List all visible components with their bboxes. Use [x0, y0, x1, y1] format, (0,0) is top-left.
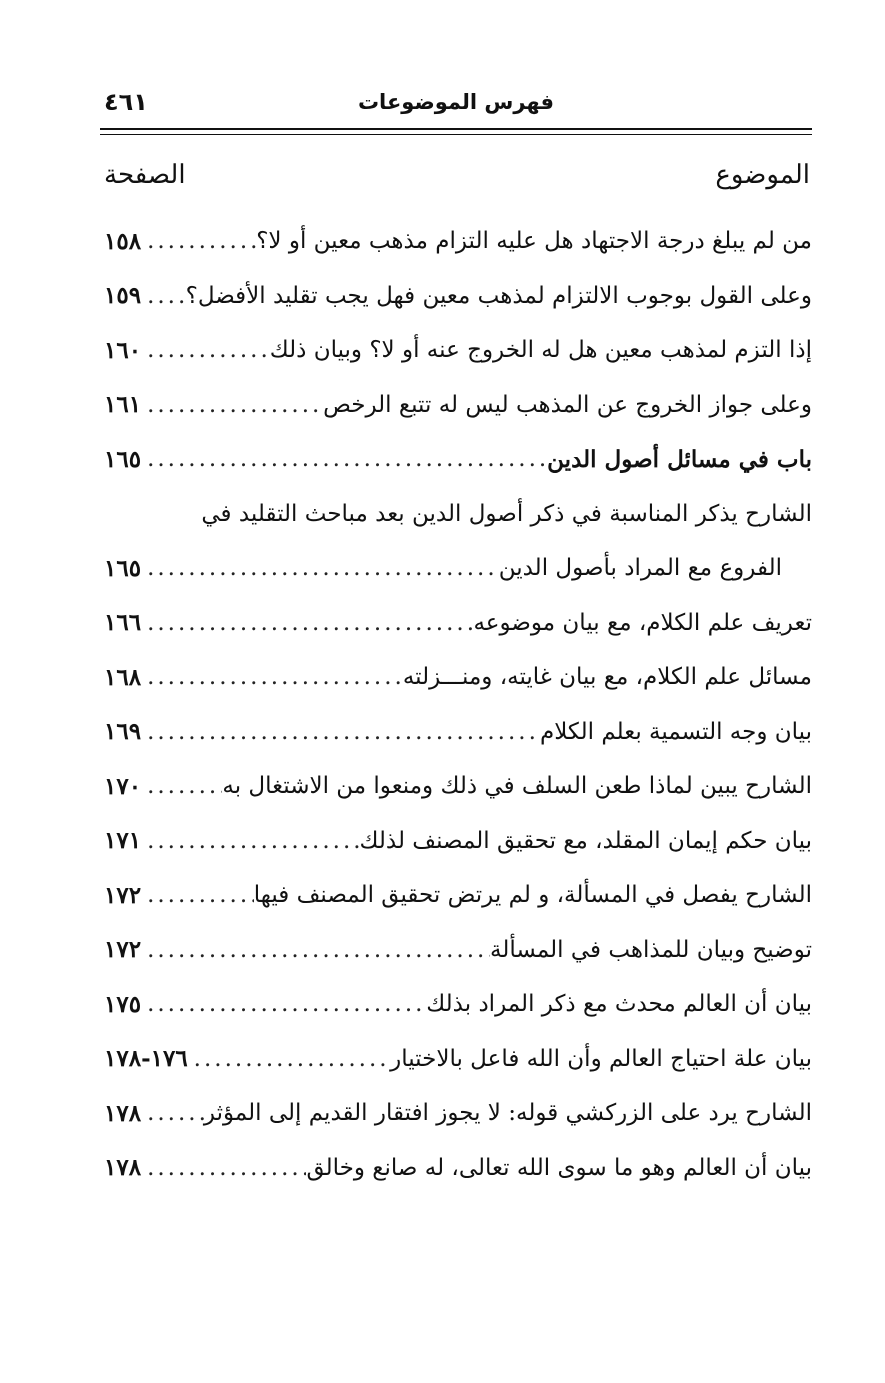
- toc-entry-title: من لم يبلغ درجة الاجتهاد هل عليه التزام مذهب معين أو لا؟: [256, 228, 812, 255]
- dot-leader: [141, 1100, 204, 1126]
- toc-entry-title: بيان حكم إيمان المقلد، مع تحقيق المصنف لذلك: [359, 827, 812, 854]
- toc-entry-title: بيان وجه التسمية بعلم الكلام: [539, 718, 812, 745]
- toc-entry: [100, 814, 812, 869]
- toc-entry: [100, 977, 812, 1032]
- toc-entry-title: بيان أن العالم محدث مع ذكر المراد بذلك: [426, 991, 812, 1018]
- toc-entry-page: ١٧٨: [104, 1154, 142, 1182]
- toc-entry-title: باب في مسائل أصول الدين: [547, 445, 812, 473]
- toc-entry-page: ١٦٦: [104, 609, 142, 637]
- dot-leader: [141, 610, 473, 636]
- toc-entry-title: الشارح يفصل في المسألة، و لم يرتض تحقيق المصنف فيها: [253, 882, 812, 909]
- toc-entry-page: ١٦٠: [104, 336, 142, 364]
- toc-entry: [100, 1086, 812, 1141]
- toc-entry-title: توضيح وبيان للمذاهب في المسألة: [489, 936, 812, 963]
- dot-leader: [141, 664, 403, 690]
- dot-leader: [141, 882, 254, 908]
- dot-leader: [141, 991, 426, 1017]
- toc-entry-continuation: [100, 541, 812, 596]
- toc-list: [100, 214, 812, 1195]
- toc-entry-page: ١٧٢: [104, 936, 142, 964]
- dot-leader: [141, 719, 540, 745]
- toc-entry: [100, 650, 812, 705]
- toc-entry-title: الفروع مع المراد بأصول الدين: [498, 555, 782, 582]
- toc-entry-title: إذا التزم لمذهب معين هل له الخروج عنه أو لا؟ وبيان ذلك: [269, 337, 812, 364]
- toc-entry: [100, 214, 812, 269]
- column-heading-subject: الموضوع: [715, 160, 810, 190]
- toc-entry-page: ١٥٨: [104, 227, 142, 255]
- toc-entry-page: ١٦٨: [104, 663, 142, 691]
- toc-entry-page: ١٥٩: [104, 282, 142, 310]
- toc-entry-page: ١٧٨: [104, 1099, 142, 1127]
- dot-leader: [141, 937, 490, 963]
- toc-entry-page: ١٧٦-١٧٨: [104, 1045, 188, 1073]
- toc-entry-page: ١٧١: [104, 827, 142, 855]
- dot-leader: [141, 283, 186, 309]
- dot-leader: [141, 1155, 306, 1181]
- running-header: [100, 82, 812, 122]
- header-rule-thin: [100, 134, 812, 135]
- toc-entry-page: ١٦١: [104, 391, 142, 419]
- dot-leader: [141, 228, 256, 254]
- toc-entry-title: الشارح يرد على الزركشي قوله: لا يجوز افتقار القديم إلى المؤثر: [203, 1100, 812, 1127]
- toc-entry: [100, 378, 812, 433]
- page-number: ٤٦١: [104, 88, 148, 116]
- toc-entry-title: مسائل علم الكلام، مع بيان غايته، ومنـــزلته: [402, 664, 812, 691]
- toc-entry-title: الشارح يبين لماذا طعن السلف في ذلك ومنعوا من الاشتغال به: [222, 773, 812, 800]
- column-heading-page: الصفحة: [104, 160, 186, 190]
- toc-entry: [100, 269, 812, 324]
- toc-entry-wrapped-line: [100, 487, 812, 542]
- column-headings: [100, 150, 812, 200]
- toc-entry: [100, 1141, 812, 1196]
- dot-leader: [141, 773, 222, 799]
- running-title: فهرس الموضوعات: [357, 90, 555, 114]
- toc-entry: [100, 705, 812, 760]
- toc-entry-title: وعلى القول بوجوب الالتزام لمذهب معين فهل يجب تقليد الأفضل؟: [185, 282, 812, 309]
- dot-leader: [141, 392, 323, 418]
- toc-entry-title: وعلى جواز الخروج عن المذهب ليس له تتبع الرخص: [323, 391, 812, 418]
- toc-entry: [100, 759, 812, 814]
- toc-entry: [100, 323, 812, 378]
- toc-entry-page: ١٧٥: [104, 990, 142, 1018]
- dot-leader: [141, 337, 270, 363]
- toc-entry-page: ١٦٩: [104, 718, 142, 746]
- toc-entry: [100, 923, 812, 978]
- toc-entry-page: ١٦٥: [104, 554, 142, 582]
- toc-entry: [100, 1032, 812, 1087]
- dot-leader: [188, 1046, 390, 1072]
- toc-entry-page: ١٧٢: [104, 881, 142, 909]
- dot-leader: [141, 828, 359, 854]
- toc-entry-title: بيان علة احتياج العالم وأن الله فاعل بالاختيار: [390, 1045, 812, 1072]
- toc-entry-title: الشارح يذكر المناسبة في ذكر أصول الدين بعد مباحث التقليد في: [201, 500, 812, 527]
- dot-leader: [141, 555, 499, 581]
- dot-leader: [141, 446, 547, 472]
- toc-entry-title: بيان أن العالم وهو ما سوى الله تعالى، له صانع وخالق: [306, 1154, 812, 1181]
- toc-chapter-entry: [100, 432, 812, 487]
- toc-entry-title: تعريف علم الكلام، مع بيان موضوعه: [473, 609, 812, 636]
- toc-entry-page: ١٧٠: [104, 772, 142, 800]
- header-rule-thick: [100, 128, 812, 130]
- toc-entry-page: ١٦٥: [104, 445, 142, 473]
- toc-entry: [100, 868, 812, 923]
- toc-entry: [100, 596, 812, 651]
